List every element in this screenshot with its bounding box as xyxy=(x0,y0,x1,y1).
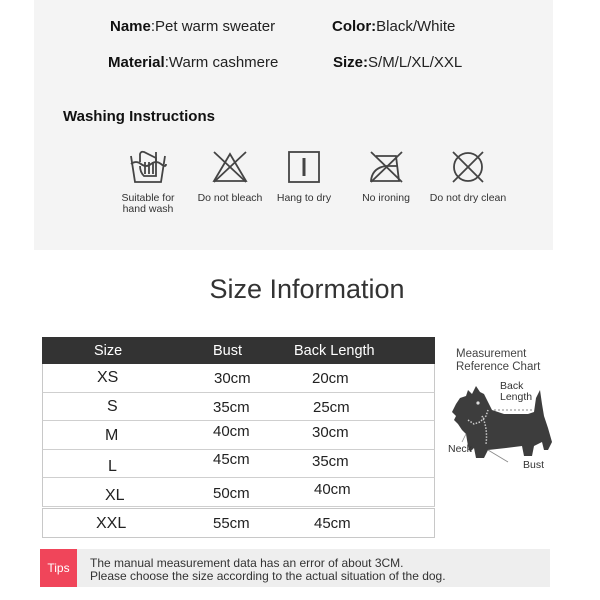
spec-size-value: S/M/L/XL/XXL xyxy=(368,54,463,71)
tips-line-1: The manual measurement data has an error of about 3CM. xyxy=(90,556,404,570)
cell-size: L xyxy=(108,457,117,475)
cell-back: 25cm xyxy=(313,398,350,416)
cell-back: 40cm xyxy=(314,481,351,498)
no-dry-clean-icon xyxy=(448,150,488,184)
care-label-no-iron: No ironing xyxy=(362,192,410,204)
care-item-no-iron xyxy=(354,150,418,204)
spec-size-label: Size: xyxy=(333,54,369,71)
cell-size: M xyxy=(105,427,119,444)
cell-size: XXL xyxy=(96,514,127,532)
spec-color-label: Color: xyxy=(332,18,377,35)
size-table-header xyxy=(42,337,435,364)
cell-bust: 30cm xyxy=(214,370,251,387)
cell-bust: 50cm xyxy=(213,485,250,502)
care-item-hang-dry xyxy=(272,150,336,204)
measurement-reference-title: Measurement Reference Chart xyxy=(456,348,541,373)
cell-bust: 55cm xyxy=(213,514,250,532)
table-row xyxy=(42,364,435,393)
cell-bust: 35cm xyxy=(213,398,250,416)
spec-color-value: Black/White xyxy=(376,18,456,35)
care-item-hand-wash xyxy=(116,150,180,215)
cell-size: XS xyxy=(97,369,119,386)
table-row xyxy=(42,478,435,507)
header-bust: Bust xyxy=(213,343,243,359)
cell-back: 45cm xyxy=(314,514,351,532)
tips-tag: Tips xyxy=(40,549,77,587)
care-label-hang-dry: Hang to dry xyxy=(276,192,332,204)
hang-dry-icon xyxy=(284,150,324,184)
cell-back: 35cm xyxy=(312,452,349,470)
neck-label: Neck xyxy=(448,443,472,455)
spec-name-value: :Pet warm sweater xyxy=(150,18,276,35)
spec-name xyxy=(110,18,275,35)
bust-label: Bust xyxy=(523,459,545,471)
table-row xyxy=(42,508,435,538)
no-bleach-icon xyxy=(210,150,250,184)
product-info-panel xyxy=(34,0,553,250)
care-label-hand-wash: Suitable for hand wash xyxy=(121,192,175,215)
table-row xyxy=(42,450,435,479)
spec-color xyxy=(332,18,455,35)
cell-back: 20cm xyxy=(312,370,349,387)
tips-bar xyxy=(40,549,550,587)
table-row xyxy=(42,393,435,422)
cell-size: S xyxy=(107,397,118,415)
header-back-length: Back Length xyxy=(294,343,375,359)
tips-line-2: Please choose the size according to the actual situation of the dog. xyxy=(90,568,446,583)
no-iron-icon xyxy=(366,150,406,184)
table-row xyxy=(42,421,435,450)
hand-wash-icon xyxy=(128,150,168,184)
header-size: Size xyxy=(94,343,123,359)
size-information-title: Size Information xyxy=(209,274,405,304)
back-length-label: Back Length xyxy=(500,380,533,403)
spec-size xyxy=(333,54,462,71)
spec-material-label: Material xyxy=(108,54,165,71)
cell-size: XL xyxy=(105,487,125,504)
care-item-no-bleach xyxy=(194,150,266,204)
care-label-no-bleach: Do not bleach xyxy=(197,192,263,204)
care-item-no-dry-clean xyxy=(428,150,508,204)
tips-text xyxy=(90,557,446,582)
spec-material xyxy=(108,54,278,71)
care-label-no-dry-clean: Do not dry clean xyxy=(429,192,507,204)
cell-bust: 45cm xyxy=(213,450,250,468)
cell-back: 30cm xyxy=(312,424,349,441)
spec-name-label: Name xyxy=(110,18,151,35)
washing-instructions-title: Washing Instructions xyxy=(63,108,215,125)
spec-material-value: :Warm cashmere xyxy=(164,54,279,71)
cell-bust: 40cm xyxy=(213,423,250,440)
size-table xyxy=(42,337,435,538)
